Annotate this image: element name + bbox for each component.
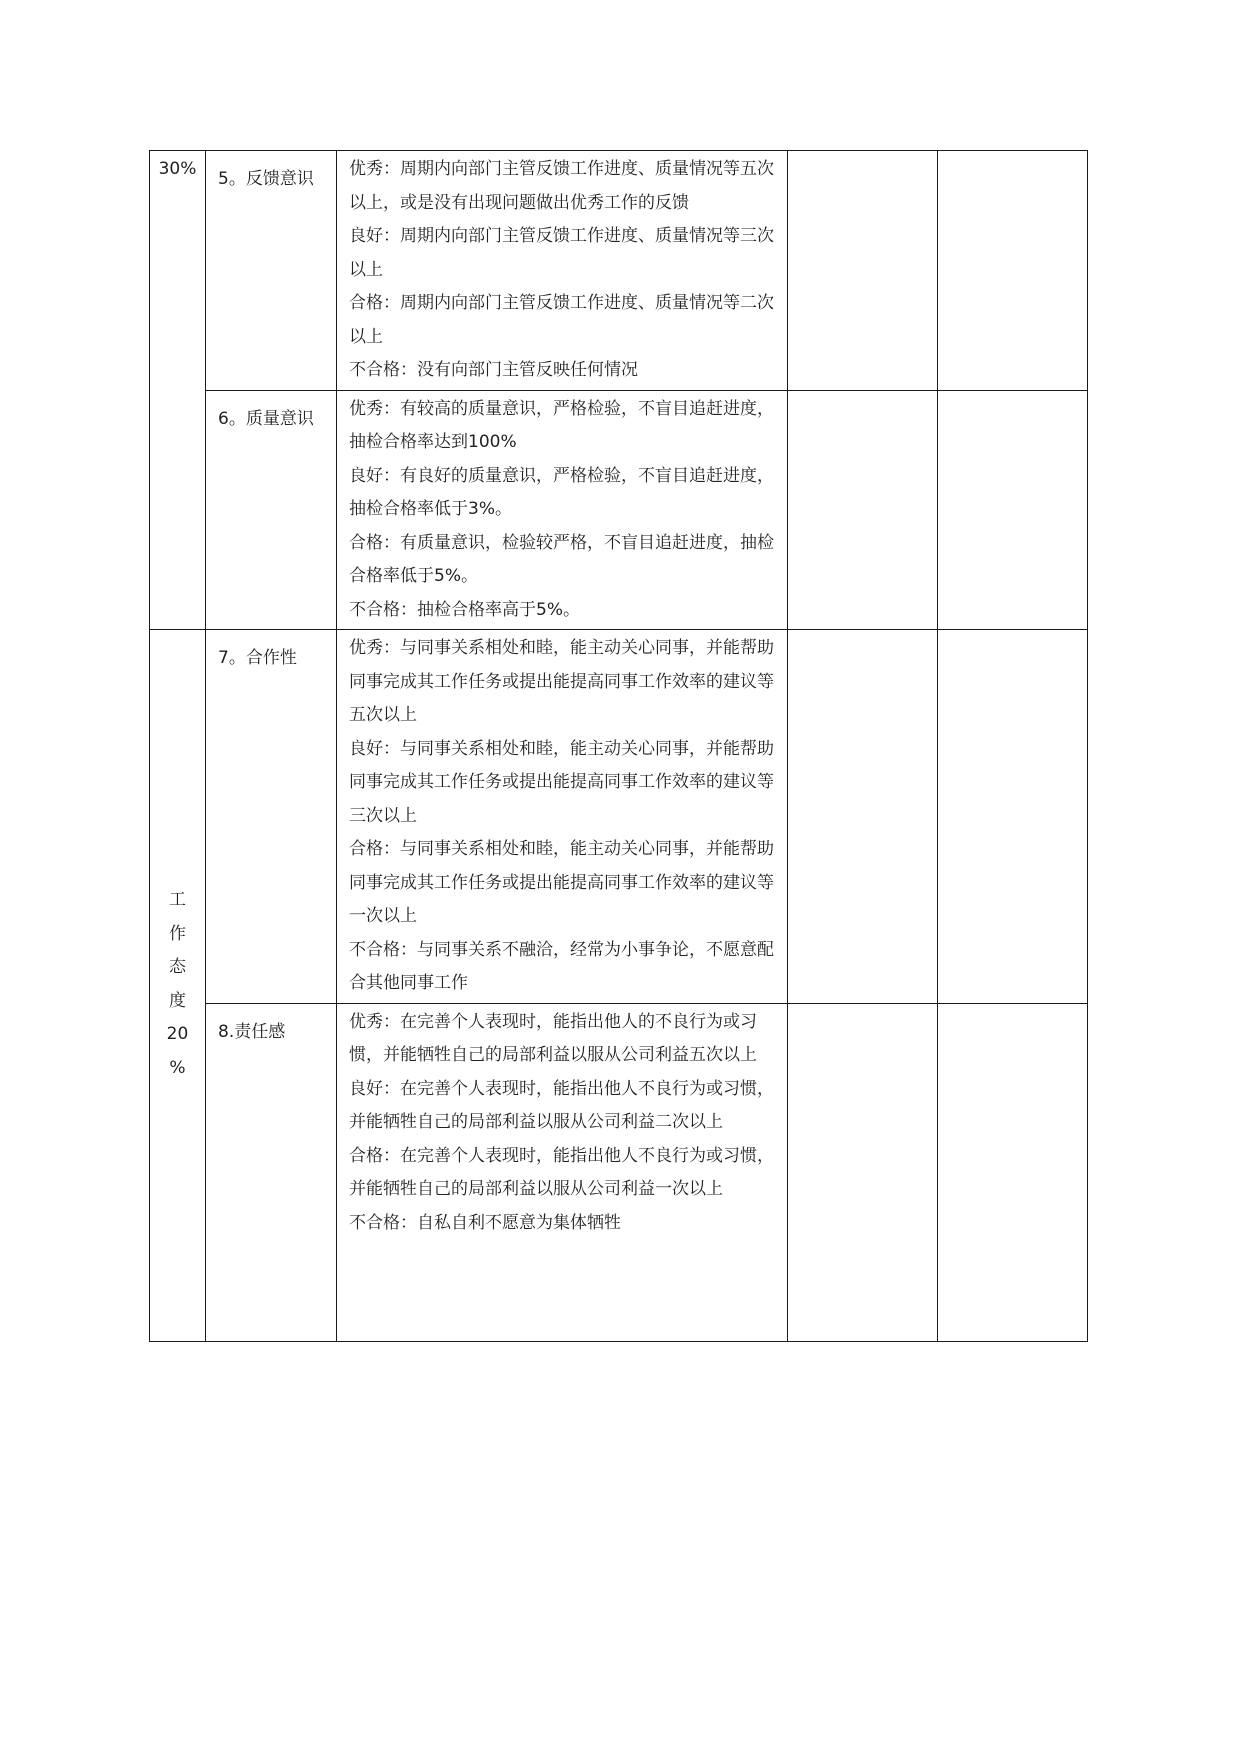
criteria-line: 良好：与同事关系相处和睦，能主动关心同事，并能帮助同事完成其工作任务或提出能提高同事工作效率的建议等三次以上	[349, 738, 774, 826]
score-cell[interactable]	[788, 1003, 938, 1341]
category-char: %	[169, 1057, 186, 1078]
criteria-line: 不合格：与同事关系不融洽，经常为小事争论，不愿意配合其他同事工作	[349, 939, 774, 993]
item-name: 5。反馈意识	[218, 169, 314, 189]
criteria-line: 合格：与同事关系相处和睦，能主动关心同事，并能帮助同事完成其工作任务或提出能提高同事工作效率的建议等一次以上	[349, 839, 774, 926]
item-name-cell	[206, 630, 337, 1004]
category-char: 工	[169, 890, 186, 910]
item-name: 6。质量意识	[218, 408, 314, 429]
criteria-line: 不合格：抽检合格率高于5%。	[349, 599, 580, 620]
criteria-line: 优秀：有较高的质量意识，严格检验，不盲目追赶进度，抽检合格率达到100%	[349, 398, 774, 452]
criteria-line: 合格：在完善个人表现时，能指出他人不良行为或习惯，并能牺牲自己的局部利益以服从公司利益一次以上	[349, 1145, 774, 1199]
criteria-cell	[337, 151, 788, 391]
criteria-cell	[337, 1003, 788, 1341]
item-name-cell	[206, 151, 337, 391]
score-cell[interactable]	[788, 390, 938, 630]
remark-cell[interactable]	[938, 390, 1088, 630]
category-label: 30%	[158, 159, 197, 179]
criteria-line: 良好：有良好的质量意识，严格检验，不盲目追赶进度，抽检合格率低于3%。	[349, 465, 774, 519]
remark-cell[interactable]	[938, 630, 1088, 1004]
remark-cell[interactable]	[938, 151, 1088, 391]
criteria-line: 良好：在完善个人表现时，能指出他人不良行为或习惯，并能牺牲自己的局部利益以服从公司利益二次以上	[349, 1078, 774, 1132]
category-char: 度	[169, 990, 186, 1011]
score-cell[interactable]	[788, 630, 938, 1004]
item-name: 7。合作性	[218, 648, 297, 668]
criteria-cell	[337, 630, 788, 1004]
table-row	[150, 151, 1088, 391]
remark-cell[interactable]	[938, 1003, 1088, 1341]
evaluation-table	[149, 150, 1088, 1342]
item-name: 8.责任感	[218, 1021, 286, 1042]
score-cell[interactable]	[788, 151, 938, 391]
criteria-line: 优秀：在完善个人表现时，能指出他人的不良行为或习惯，并能牺牲自己的局部利益以服从公司利益五次以上	[349, 1011, 757, 1065]
category-cell	[150, 151, 206, 630]
category-char: 20	[166, 1024, 189, 1044]
item-name-cell	[206, 390, 337, 630]
criteria-line: 优秀：周期内向部门主管反馈工作进度、质量情况等五次以上，或是没有出现问题做出优秀工作的反馈	[349, 159, 774, 213]
item-name-cell	[206, 1003, 337, 1341]
criteria-line: 优秀：与同事关系相处和睦，能主动关心同事，并能帮助同事完成其工作任务或提出能提高同事工作效率的建议等五次以上	[349, 638, 774, 725]
category-char: 作	[169, 923, 186, 944]
table-row	[150, 1003, 1088, 1341]
table-row	[150, 630, 1088, 1004]
criteria-line: 良好：周期内向部门主管反馈工作进度、质量情况等三次以上	[349, 226, 774, 280]
category-label-vertical	[154, 884, 201, 1085]
criteria-line: 不合格：没有向部门主管反映任何情况	[349, 360, 638, 380]
table-row	[150, 390, 1088, 630]
category-char: 态	[169, 957, 186, 977]
criteria-line: 不合格：自私自利不愿意为集体牺牲	[349, 1212, 621, 1233]
category-cell	[150, 630, 206, 1342]
criteria-line: 合格：周期内向部门主管反馈工作进度、质量情况等二次以上	[349, 293, 774, 347]
criteria-cell	[337, 390, 788, 630]
criteria-line: 合格：有质量意识，检验较严格，不盲目追赶进度，抽检合格率低于5%。	[349, 532, 774, 586]
